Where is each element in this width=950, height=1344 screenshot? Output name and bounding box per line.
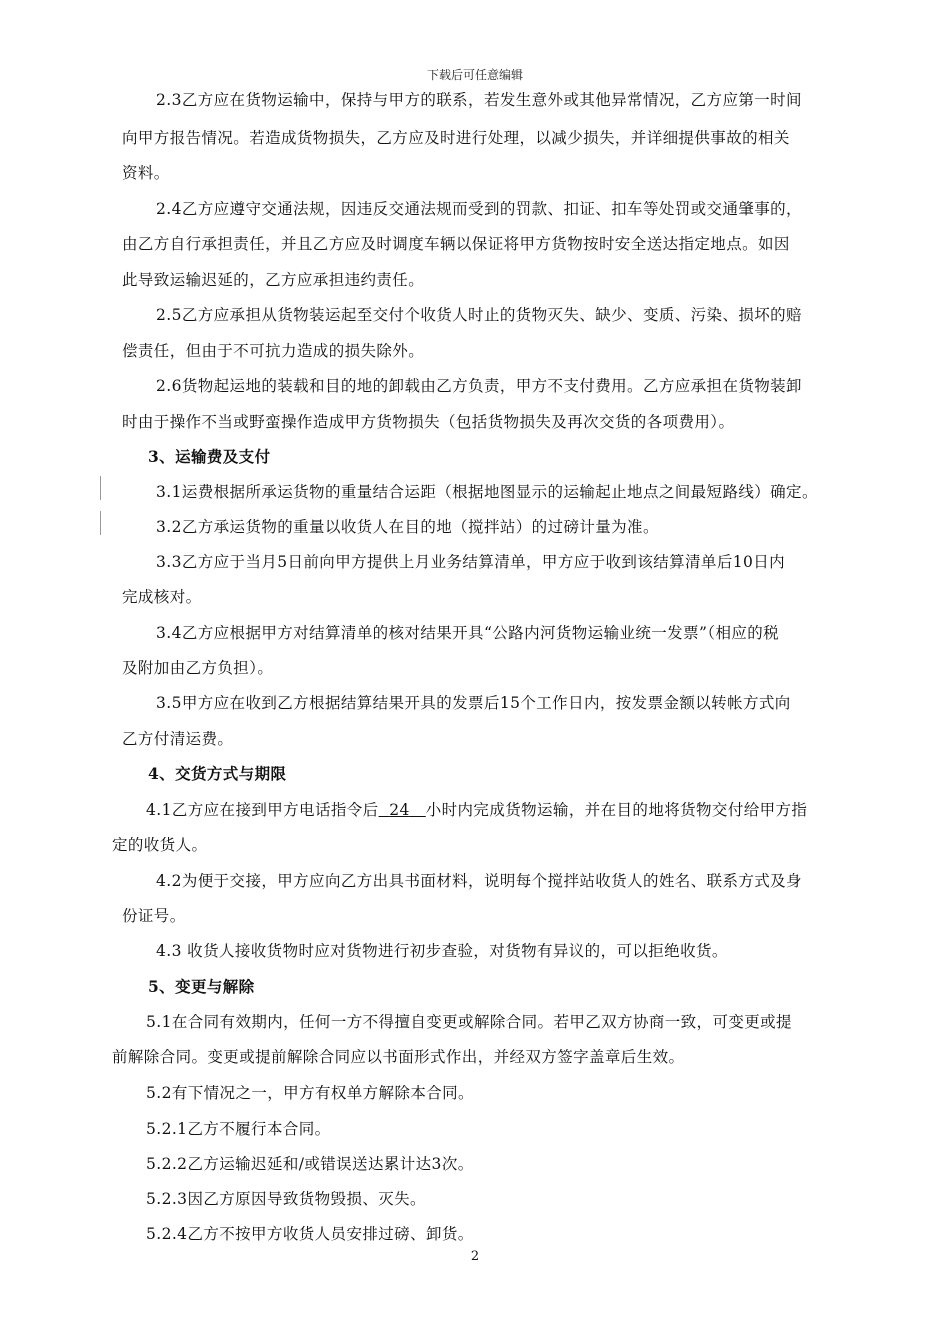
paragraph-5-1-line-2: 前解除合同。变更或提前解除合同应以书面形式作出，并经双方签字盖章后生效。: [112, 1048, 685, 1066]
margin-marker: [100, 476, 101, 500]
section-4-heading: 4、交货方式与期限: [148, 764, 287, 783]
paragraph-2-6-line-2: 时由于操作不当或野蛮操作造成甲方货物损失（包括货物损失及再次交货的各项费用）。: [122, 413, 735, 431]
paragraph-2-4-line-1: 2.4乙方应遵守交通法规，因违反交通法规而受到的罚款、扣证、扣车等处罚或交通肇事的，: [156, 200, 802, 218]
paragraph-3-5-line-1: 3.5甲方应在收到乙方根据结算结果开具的发票后15个工作日内，按发票金额以转帐方式向: [156, 694, 791, 712]
paragraph-5-2-2: 5.2.2乙方运输迟延和/或错误送达累计达3次。: [146, 1155, 474, 1173]
paragraph-5-1-line-1: 5.1在合同有效期内，任何一方不得擅自变更或解除合同。若甲乙双方协商一致，可变更或提: [146, 1013, 792, 1031]
paragraph-5-2-3: 5.2.3因乙方原因导致货物毁损、灭失。: [146, 1190, 426, 1208]
paragraph-3-1: 3.1运费根据所承运货物的重量结合运距（根据地图显示的运输起止地点之间最短路线）确定。: [156, 483, 818, 501]
page-number: 2: [470, 1249, 480, 1264]
hours-value: [379, 801, 426, 819]
paragraph-3-4-line-1: 3.4乙方应根据甲方对结算清单的核对结果开具“公路内河货物运输业统一发票”（相应的税: [156, 624, 780, 642]
paragraph-4-1-tail: 小时内完成货物运输，并在目的地将货物交付给甲方指: [425, 801, 808, 819]
section-5-heading: 5、变更与解除: [148, 977, 255, 996]
paragraph-4-1-line-1: [146, 798, 807, 820]
paragraph-4-2-line-2: 份证号。: [122, 907, 186, 925]
paragraph-5-2: 5.2有下情况之一，甲方有权单方解除本合同。: [146, 1084, 474, 1102]
paragraph-4-3: 4.3 收货人接收货物时应对货物进行初步查验，对货物有异议的，可以拒绝收货。: [156, 942, 728, 960]
paragraph-3-4-line-2: 及附加由乙方负担）。: [122, 659, 274, 677]
margin-marker: [100, 511, 101, 535]
paragraph-2-6-line-1: 2.6货物起运地的装载和目的地的卸载由乙方负责，甲方不支付费用。乙方应承担在货物装卸: [156, 377, 802, 395]
paragraph-5-2-1: 5.2.1乙方不履行本合同。: [146, 1120, 331, 1138]
paragraph-3-2: 3.2乙方承运货物的重量以收货人在目的地（搅拌站）的过磅计量为准。: [156, 518, 659, 536]
paragraph-3-3-line-2: 完成核对。: [122, 588, 202, 606]
paragraph-3-3-line-1: 3.3乙方应于当月5日前向甲方提供上月业务结算清单，甲方应于收到该结算清单后10日内: [156, 553, 786, 571]
paragraph-2-5-line-1: 2.5乙方应承担从货物装运起至交付个收货人时止的货物灭失、缺少、变质、污染、损坏的赔: [156, 306, 802, 324]
paragraph-2-5-line-2: 偿责任，但由于不可抗力造成的损失除外。: [122, 342, 425, 360]
paragraph-2-3-line-1: 2.3乙方应在货物运输中，保持与甲方的联系，若发生意外或其他异常情况，乙方应第一时间: [156, 91, 802, 109]
paragraph-5-2-4: 5.2.4乙方不按甲方收货人员安排过磅、卸货。: [146, 1225, 474, 1243]
paragraph-2-3-line-3: 资料。: [122, 164, 170, 182]
paragraph-3-5-line-2: 乙方付清运费。: [122, 730, 234, 748]
paragraph-4-2-line-1: 4.2为便于交接，甲方应向乙方出具书面材料，说明每个搅拌站收货人的姓名、联系方式及身: [156, 872, 802, 890]
section-3-heading: 3、运输费及支付: [148, 447, 271, 466]
paragraph-4-1-line-2: 定的收货人。: [112, 836, 208, 854]
hours-number: 24: [389, 801, 410, 819]
paragraph-2-4-line-2: 由乙方自行承担责任，并且乙方应及时调度车辆以保证将甲方货物按时安全送达指定地点。如因: [122, 235, 790, 253]
paragraph-2-4-line-3: 此导致运输迟延的，乙方应承担违约责任。: [122, 271, 425, 289]
paragraph-2-3-line-2: 向甲方报告情况。若造成货物损失，乙方应及时进行处理，以减少损失，并详细提供事故的相关: [122, 129, 790, 147]
page-header: 下载后可任意编辑: [426, 68, 523, 82]
paragraph-4-1-lead: 4.1乙方应在接到甲方电话指令后: [146, 801, 379, 819]
